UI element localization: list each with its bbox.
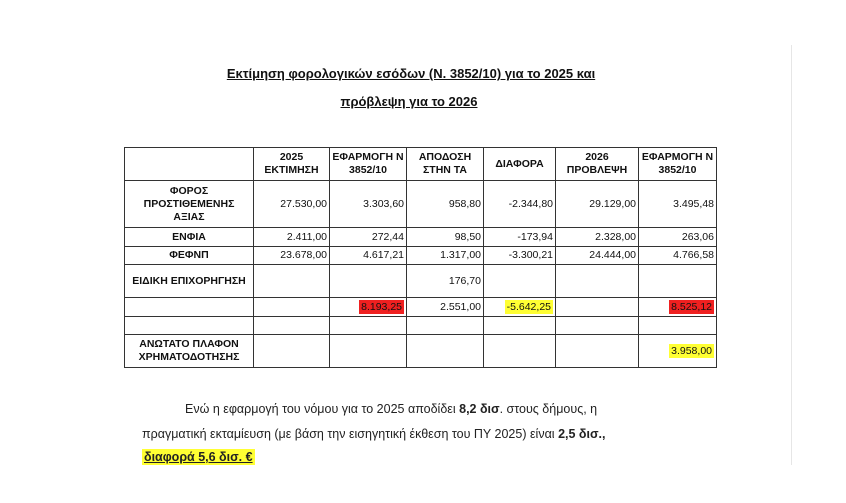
- summary-text: . στους δήμους, η: [499, 402, 598, 416]
- summary-text: Ενώ η εφαρμογή του νόμου για το 2025 αποδίδει: [185, 402, 456, 416]
- difference-statement: διαφορά 5,6 δισ. €: [144, 450, 253, 464]
- row-label: [125, 298, 254, 317]
- table-cell: 27.530,00: [254, 181, 330, 228]
- document-title-line-2: πρόβλεψη για το 2026: [340, 94, 478, 109]
- amount-2-5-bn: 2,5 δισ.,: [558, 427, 606, 441]
- empty-row: [125, 317, 717, 335]
- table-row: [125, 247, 717, 265]
- table-cell: [254, 298, 330, 317]
- amount-8-2-bn: 8,2 δισ: [459, 402, 500, 416]
- table-row: [125, 181, 717, 228]
- table-cell: -3.300,21: [484, 247, 556, 265]
- table-cell: 2.411,00: [254, 228, 330, 247]
- table-cell: [330, 298, 407, 317]
- table-cell: [484, 265, 556, 298]
- table-cell: [556, 298, 639, 317]
- table-cell: [556, 335, 639, 368]
- table-cell: [330, 265, 407, 298]
- table-cell: 3.303,60: [330, 181, 407, 228]
- col-header-2026-forecast: 2026 ΠΡΟΒΛΕΨΗ: [556, 148, 639, 181]
- table-cell: [639, 265, 717, 298]
- table-cell: [484, 335, 556, 368]
- col-header-allocation: ΑΠΟΔΟΣΗ ΣΤΗΝ ΤΑ: [407, 148, 484, 181]
- table-cell: [639, 298, 717, 317]
- table-cell: [484, 298, 556, 317]
- funding-ceiling-row: [125, 335, 717, 368]
- table-cell: [407, 317, 484, 335]
- table-cell: 2.551,00: [407, 298, 484, 317]
- table-row: [125, 265, 717, 298]
- table-cell: 263,06: [639, 228, 717, 247]
- document-title-line-1: Εκτίμηση φορολογικών εσόδων (Ν. 3852/10) για το 2025 και: [226, 66, 596, 81]
- col-header-difference: ΔΙΑΦΟΡΑ: [484, 148, 556, 181]
- total-2026-highlight: 8.525,12: [671, 300, 712, 313]
- table-cell: -2.344,80: [484, 181, 556, 228]
- table-cell: [254, 265, 330, 298]
- row-label: ΕΝΦΙΑ: [125, 228, 254, 247]
- table-cell: 4.617,21: [330, 247, 407, 265]
- table-cell: 3.495,48: [639, 181, 717, 228]
- table-cell: [639, 317, 717, 335]
- table-cell: 98,50: [407, 228, 484, 247]
- col-header-2025-estimate: 2025 ΕΚΤΙΜΗΣΗ: [254, 148, 330, 181]
- table-cell: -173,94: [484, 228, 556, 247]
- corner-cell: [125, 148, 254, 181]
- table-cell: [407, 335, 484, 368]
- tax-revenue-table: [124, 147, 717, 368]
- table-cell: 4.766,58: [639, 247, 717, 265]
- row-label: ΦΕΦΝΠ: [125, 247, 254, 265]
- summary-line-2: [142, 427, 702, 441]
- table-cell: [254, 335, 330, 368]
- table-cell: [254, 317, 330, 335]
- table-cell: 1.317,00: [407, 247, 484, 265]
- table-cell: 23.678,00: [254, 247, 330, 265]
- row-label: ΕΙΔΙΚΗ ΕΠΙΧΟΡΗΓΗΣΗ: [125, 265, 254, 298]
- summary-line-3: [142, 450, 702, 464]
- ceiling-highlight: 3.958,00: [671, 344, 712, 357]
- table-cell: [125, 317, 254, 335]
- table-header-row: [125, 148, 717, 181]
- col-header-application-2026: ΕΦΑΡΜΟΓΗ Ν 3852/10: [639, 148, 717, 181]
- row-label: ΦΟΡΟΣ ΠΡΟΣΤΙΘΕΜΕΝΗΣ ΑΞΙΑΣ: [125, 181, 254, 228]
- table-cell: 29.129,00: [556, 181, 639, 228]
- table-cell: [484, 317, 556, 335]
- difference-highlight: -5.642,25: [506, 300, 551, 313]
- summary-line-1: [185, 402, 745, 416]
- table-cell: [556, 317, 639, 335]
- table-cell: [330, 335, 407, 368]
- table-cell: 24.444,00: [556, 247, 639, 265]
- table-cell: 958,80: [407, 181, 484, 228]
- totals-row: [125, 298, 717, 317]
- table-cell: 272,44: [330, 228, 407, 247]
- table-cell: 176,70: [407, 265, 484, 298]
- table-row: [125, 228, 717, 247]
- table-cell: [556, 265, 639, 298]
- summary-text: πραγματική εκταμίευση (με βάση την εισηγητική έκθεση του ΠΥ 2025) είναι: [142, 427, 555, 441]
- col-header-application-2025: ΕΦΑΡΜΟΓΗ Ν 3852/10: [330, 148, 407, 181]
- table-cell: [330, 317, 407, 335]
- row-label: ΑΝΩΤΑΤΟ ΠΛΑΦΟΝ ΧΡΗΜΑΤΟΔΟΤΗΣΗΣ: [125, 335, 254, 368]
- table-cell: 2.328,00: [556, 228, 639, 247]
- table-cell: [639, 335, 717, 368]
- total-2025-highlight: 8.193,25: [361, 300, 402, 313]
